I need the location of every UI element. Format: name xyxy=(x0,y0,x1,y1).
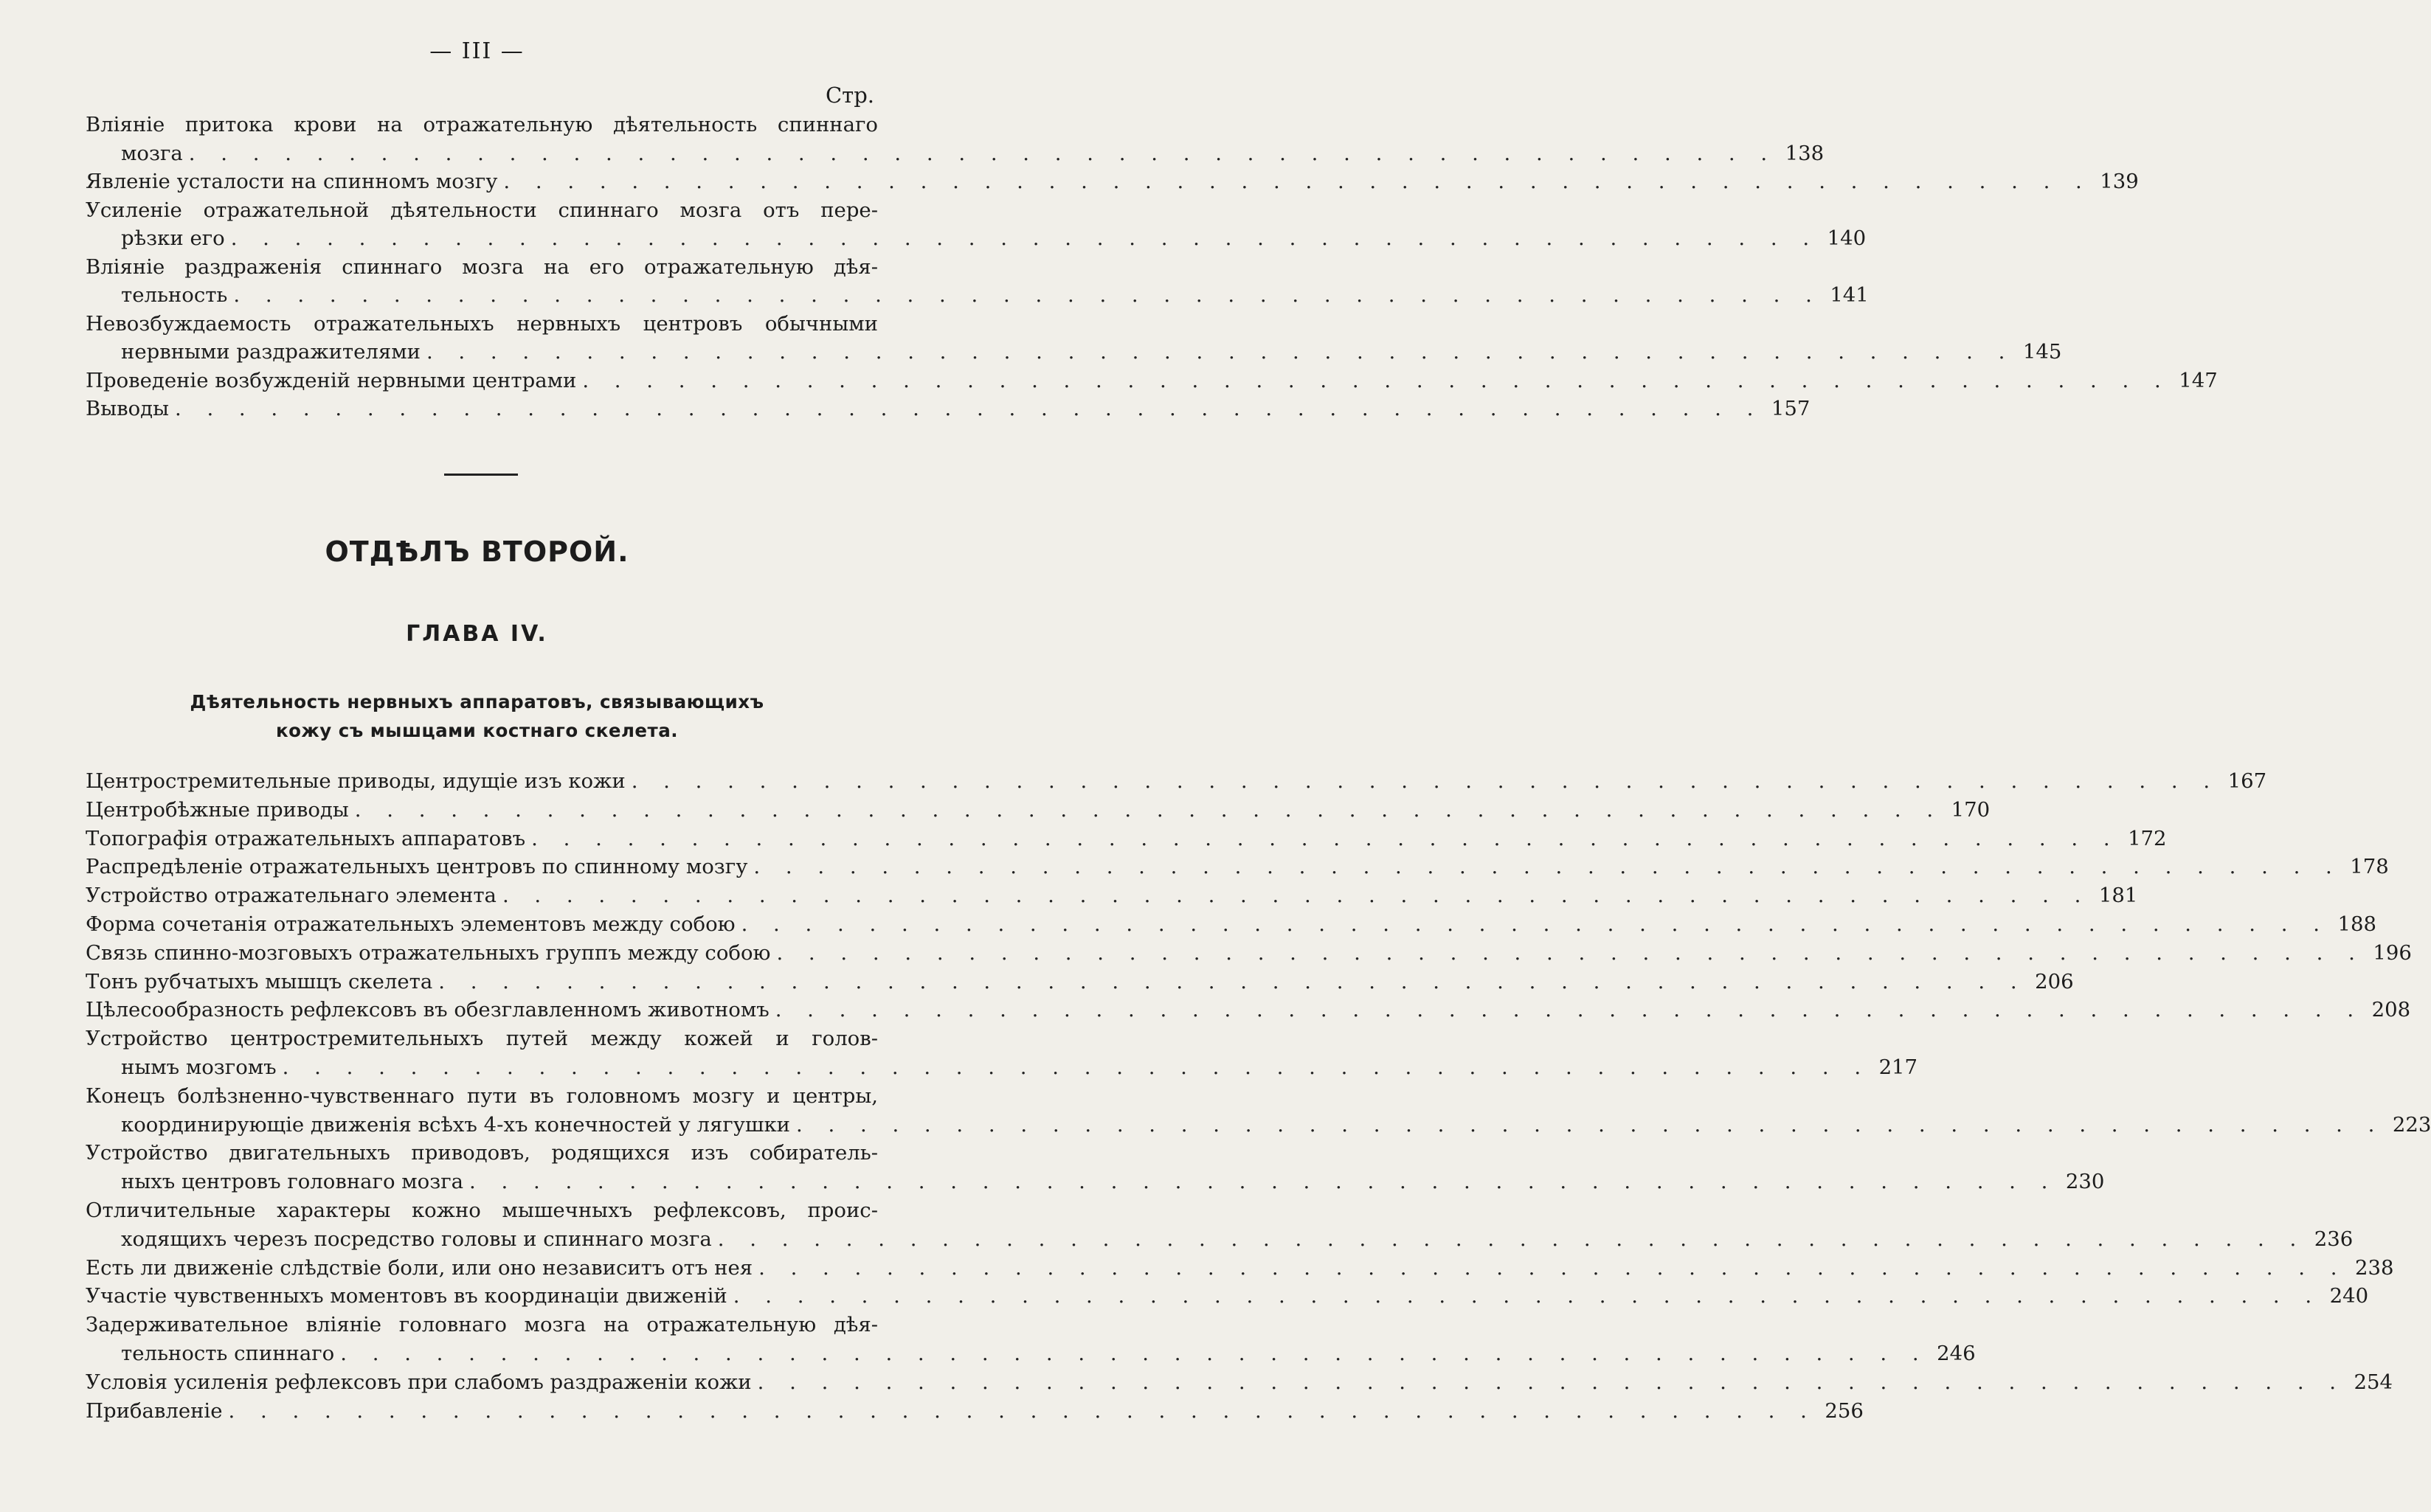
toc-entry-line xyxy=(86,910,2376,939)
toc-entry-line xyxy=(86,1024,878,1053)
toc-entry-title: Связь спинно-мозговыхъ отражательныхъ группъ между собою xyxy=(86,940,771,965)
toc-entry-title: Прибавленіе xyxy=(86,1398,223,1423)
toc-entry-title: Центробѣжные приводы xyxy=(86,797,349,822)
dot-leader: . . . . . . . . . . . . . . . . . . . . . . . . . . . . . . . . . . . . . . . . . . . . . . . . . . xyxy=(775,998,2364,1022)
toc-entry-line xyxy=(86,1368,2393,1397)
toc-entry-title: Устройство центростремительныхъ путей между кожей и голов- xyxy=(86,1027,878,1051)
dot-leader: . . . . . . . . . . . . . . . . . . . . . . . . . . . . . . . . . . . . . . . . . . . . . . . . . . xyxy=(753,855,2342,879)
toc-entry-line xyxy=(86,196,878,225)
dot-leader: . . . . . . . . . . . . . . . . . . . . . . . . . . . . . . . . . . . . . . . . . . . . . . . . . . xyxy=(469,1170,2058,1194)
toc-entry-title: нервными раздражителями xyxy=(121,340,421,364)
toc-entry xyxy=(86,1139,2105,1196)
toc-entry-title: Конецъ болѣзненно-чувственнаго пути въ головномъ мозгу и центры, xyxy=(86,1083,878,1108)
toc-entry-title: Устройство двигательныхъ приводовъ, родящихся изъ собиратель- xyxy=(86,1141,878,1165)
toc-entry xyxy=(86,1397,1864,1426)
toc-page-number: 230 xyxy=(2065,1170,2105,1194)
toc-entry xyxy=(86,111,1825,167)
toc-page-number: 206 xyxy=(2035,969,2074,993)
toc-entry-title: Центростремительные приводы, идущіе изъ кожи xyxy=(86,769,626,793)
toc-entry-line xyxy=(86,939,2412,968)
toc-entry-title: Отличительные характеры кожно мышечныхъ рефлексовъ, проис- xyxy=(86,1198,878,1222)
toc-page-number: 181 xyxy=(2098,884,2138,908)
toc-entry-line xyxy=(86,1282,2369,1311)
dot-leader: . . . . . . . . . . . . . . . . . . . . . . . . . . . . . . . . . . . . . . . . . . . . . . . . . . xyxy=(230,226,1819,250)
page-number: — III — xyxy=(429,38,525,64)
toc-top-list xyxy=(86,111,2218,423)
dot-leader: . . . . . . . . . . . . . . . . . . . . . . . . . . . . . . . . . . . . . . . . . . . . . . . . . . xyxy=(776,940,2365,965)
toc-entry-line xyxy=(86,338,2062,367)
toc-entry-title: Усиленіе отражательной дѣятельности спиннаго мозга отъ пере- xyxy=(86,198,878,222)
toc-page-number: 240 xyxy=(2329,1284,2369,1308)
toc-entry xyxy=(86,395,1811,423)
toc-entry-title: Явленіе усталости на спинномъ мозгу xyxy=(86,170,498,193)
toc-page-number: 254 xyxy=(2354,1370,2393,1394)
toc-entry-title: тельность спиннаго xyxy=(121,1341,335,1365)
toc-entry xyxy=(86,910,2376,939)
dot-leader: . . . . . . . . . . . . . . . . . . . . . . . . . . . . . . . . . . . . . . . . . . . . . . . . . . xyxy=(503,170,2092,193)
toc-entry-title: Проведеніе возбужденій нервными центрами xyxy=(86,368,577,392)
toc-entry-line xyxy=(86,1139,878,1168)
toc-page-number: 138 xyxy=(1785,141,1825,165)
toc-entry-line xyxy=(86,1111,2431,1140)
toc-entry-title: Устройство отражательнаго элемента xyxy=(86,884,497,908)
toc-page-number: 170 xyxy=(1951,797,1991,822)
toc-entry-line xyxy=(86,1225,2354,1254)
section-divider xyxy=(444,474,518,476)
toc-entry xyxy=(86,1368,2393,1397)
toc-page-number: 139 xyxy=(2100,170,2139,193)
toc-entry-title: мозга xyxy=(121,141,183,165)
toc-entry-title: Задерживательное вліяніе головнаго мозга на отражательную дѣя- xyxy=(86,1313,878,1337)
toc-entry-line xyxy=(86,968,2074,996)
toc-page-number: 236 xyxy=(2314,1227,2354,1251)
toc-entry-line xyxy=(86,1196,878,1225)
toc-entry-title: Есть ли движеніе слѣдствіе боли, или оно независитъ отъ нея xyxy=(86,1255,753,1280)
toc-page-number: 145 xyxy=(2022,340,2062,364)
toc-entry-line xyxy=(86,1311,878,1339)
toc-entry-title: координирующіе движенія всѣхъ 4-хъ конечностей у лягушки xyxy=(121,1112,790,1137)
dot-leader: . . . . . . . . . . . . . . . . . . . . . . . . . . . . . . . . . . . . . . . . . . . . . . . . . . xyxy=(796,1112,2385,1137)
toc-bottom-list xyxy=(86,767,2431,1425)
chapter-subtitle xyxy=(0,687,954,745)
dot-leader: . . . . . . . . . . . . . . . . . . . . . . . . . . . . . . . . . . . . . . . . . . . . . . . . . . xyxy=(233,283,1822,307)
toc-entry xyxy=(86,196,1867,253)
dot-leader: . . . . . . . . . . . . . . . . . . . . . . . . . . . . . . . . . . . . . . . . . . . . . . . . . . xyxy=(717,1227,2306,1251)
toc-entry-line xyxy=(86,111,878,139)
toc-page-number: 140 xyxy=(1827,226,1867,250)
toc-entry-title: Вліяніе притока крови на отражательную дѣятельность спиннаго xyxy=(86,113,878,136)
toc-entry xyxy=(86,881,2138,910)
toc-entry xyxy=(86,968,2074,996)
chapter-title: ГЛАВА IV. xyxy=(406,621,548,647)
toc-entry xyxy=(86,1024,1918,1082)
chapter-subtitle-line: Дѣятельность нервныхъ аппаратовъ, связывающихъ xyxy=(190,691,764,712)
toc-entry-title: ныхъ центровъ головнаго мозга xyxy=(121,1170,463,1194)
toc-entry-line xyxy=(86,167,2139,196)
toc-entry-line xyxy=(86,310,878,339)
toc-entry-title: рѣзки его xyxy=(121,226,225,250)
toc-entry-line xyxy=(86,1254,2394,1283)
toc-entry xyxy=(86,367,2218,395)
toc-entry xyxy=(86,1196,2354,1254)
toc-entry-line xyxy=(86,996,2411,1024)
toc-entry-title: Условія усиленія рефлексовъ при слабомъ раздраженіи кожи xyxy=(86,1370,752,1394)
toc-entry-line xyxy=(86,1168,2105,1196)
dot-leader: . . . . . . . . . . . . . . . . . . . . . . . . . . . . . . . . . . . . . . . . . . . . . . . . . . xyxy=(733,1284,2322,1308)
chapter-subtitle-line: кожу съ мышцами костнаго скелета. xyxy=(275,720,679,741)
page-column-label: Стр. xyxy=(825,83,874,108)
toc-entry xyxy=(86,167,2139,196)
dot-leader: . . . . . . . . . . . . . . . . . . . . . . . . . . . . . . . . . . . . . . . . . . . . . . . . . . xyxy=(426,340,2015,364)
toc-page-number: 256 xyxy=(1825,1398,1864,1423)
toc-entry-line xyxy=(86,1082,878,1111)
toc-page-number: 157 xyxy=(1771,397,1811,420)
toc-entry-line xyxy=(86,1053,1918,1082)
dot-leader: . . . . . . . . . . . . . . . . . . . . . . . . . . . . . . . . . . . . . . . . . . . . . . . . . . xyxy=(758,1255,2347,1280)
toc-entry xyxy=(86,253,1869,310)
toc-page-number: 217 xyxy=(1878,1055,1918,1079)
toc-entry xyxy=(86,767,2267,796)
toc-entry-line xyxy=(86,825,2167,853)
toc-entry-title: Вліяніе раздраженія спиннаго мозга на его отражательную дѣя- xyxy=(86,254,878,279)
toc-entry-title: Участіе чувственныхъ моментовъ въ координаціи движеній xyxy=(86,1284,727,1308)
toc-entry-title: Тонъ рубчатыхъ мышцъ скелета xyxy=(86,969,433,993)
toc-page-number: 167 xyxy=(2227,769,2267,793)
toc-page-number: 188 xyxy=(2337,912,2376,936)
toc-entry-line xyxy=(86,367,2218,395)
toc-entry-line xyxy=(86,796,1991,825)
toc-entry xyxy=(86,796,1991,825)
toc-page-number: 238 xyxy=(2355,1255,2394,1280)
section-title: ОТДѢЛЪ ВТОРОЙ. xyxy=(325,535,629,568)
dot-leader: . . . . . . . . . . . . . . . . . . . . . . . . . . . . . . . . . . . . . . . . . . . . . . . . . . xyxy=(631,769,2220,793)
toc-entry xyxy=(86,853,2389,881)
toc-entry-title: Выводы xyxy=(86,397,169,420)
toc-page-number: 246 xyxy=(1937,1341,1976,1365)
toc-entry-title: нымъ мозгомъ xyxy=(121,1055,277,1079)
dot-leader: . . . . . . . . . . . . . . . . . . . . . . . . . . . . . . . . . . . . . . . . . . . . . . . . . . xyxy=(174,397,1763,420)
toc-entry xyxy=(86,1082,2431,1140)
toc-entry-line xyxy=(86,767,2267,796)
toc-entry-line xyxy=(86,853,2389,881)
toc-entry xyxy=(86,825,2167,853)
dot-leader: . . . . . . . . . . . . . . . . . . . . . . . . . . . . . . . . . . . . . . . . . . . . . . . . . . xyxy=(531,826,2120,850)
dot-leader: . . . . . . . . . . . . . . . . . . . . . . . . . . . . . . . . . . . . . . . . . . . . . . . . . . xyxy=(282,1055,1871,1079)
toc-entry-title: тельность xyxy=(121,283,228,307)
dot-leader: . . . . . . . . . . . . . . . . . . . . . . . . . . . . . . . . . . . . . . . . . . . . . . . . . . xyxy=(340,1341,1929,1365)
dot-leader: . . . . . . . . . . . . . . . . . . . . . . . . . . . . . . . . . . . . . . . . . . . . . . . . . . xyxy=(438,969,2027,993)
toc-page-number: 223 xyxy=(2392,1112,2431,1137)
toc-entry-line xyxy=(86,1339,1976,1368)
dot-leader: . . . . . . . . . . . . . . . . . . . . . . . . . . . . . . . . . . . . . . . . . . . . . . . . . . xyxy=(502,884,2091,908)
toc-entry-title: Форма сочетанія отражательныхъ элементовъ между собою xyxy=(86,912,736,936)
toc-page-number: 178 xyxy=(2350,855,2389,879)
toc-entry-line xyxy=(86,253,878,282)
toc-entry-line xyxy=(86,1397,1864,1426)
toc-entry-title: ходящихъ черезъ посредство головы и спиннаго мозга xyxy=(121,1227,712,1251)
toc-page-number: 147 xyxy=(2179,368,2218,392)
toc-page-number: 208 xyxy=(2371,998,2411,1022)
toc-entry xyxy=(86,1254,2394,1283)
dot-leader: . . . . . . . . . . . . . . . . . . . . . . . . . . . . . . . . . . . . . . . . . . . . . . . . . . xyxy=(757,1370,2346,1394)
dot-leader: . . . . . . . . . . . . . . . . . . . . . . . . . . . . . . . . . . . . . . . . . . . . . . . . . . xyxy=(582,368,2171,392)
toc-entry-line xyxy=(86,281,1869,310)
toc-entry-line xyxy=(86,139,1825,168)
toc-entry-line xyxy=(86,881,2138,910)
toc-page-number: 172 xyxy=(2128,826,2167,850)
toc-entry-title: Распредѣленіе отражательныхъ центровъ по спинному мозгу xyxy=(86,855,748,879)
toc-entry-line xyxy=(86,395,1811,423)
toc-entry-line xyxy=(86,224,1867,253)
dot-leader: . . . . . . . . . . . . . . . . . . . . . . . . . . . . . . . . . . . . . . . . . . . . . . . . . . xyxy=(188,141,1777,165)
dot-leader: . . . . . . . . . . . . . . . . . . . . . . . . . . . . . . . . . . . . . . . . . . . . . . . . . . xyxy=(228,1398,1816,1423)
toc-page-number: 196 xyxy=(2373,940,2412,965)
toc-entry xyxy=(86,310,2062,367)
dot-leader: . . . . . . . . . . . . . . . . . . . . . . . . . . . . . . . . . . . . . . . . . . . . . . . . . . xyxy=(354,797,1943,822)
toc-entry xyxy=(86,1282,2369,1311)
toc-entry-title: Невозбуждаемость отражательныхъ нервныхъ центровъ обычными xyxy=(86,311,878,336)
dot-leader: . . . . . . . . . . . . . . . . . . . . . . . . . . . . . . . . . . . . . . . . . . . . . . . . . . xyxy=(741,912,2329,936)
toc-entry xyxy=(86,996,2411,1024)
toc-entry xyxy=(86,939,2412,968)
toc-page-number: 141 xyxy=(1830,283,1869,307)
toc-entry xyxy=(86,1311,1976,1368)
toc-entry-title: Топографія отражательныхъ аппаратовъ xyxy=(86,826,526,850)
toc-entry-title: Цѣлесообразность рефлексовъ въ обезглавленномъ животномъ xyxy=(86,998,770,1022)
